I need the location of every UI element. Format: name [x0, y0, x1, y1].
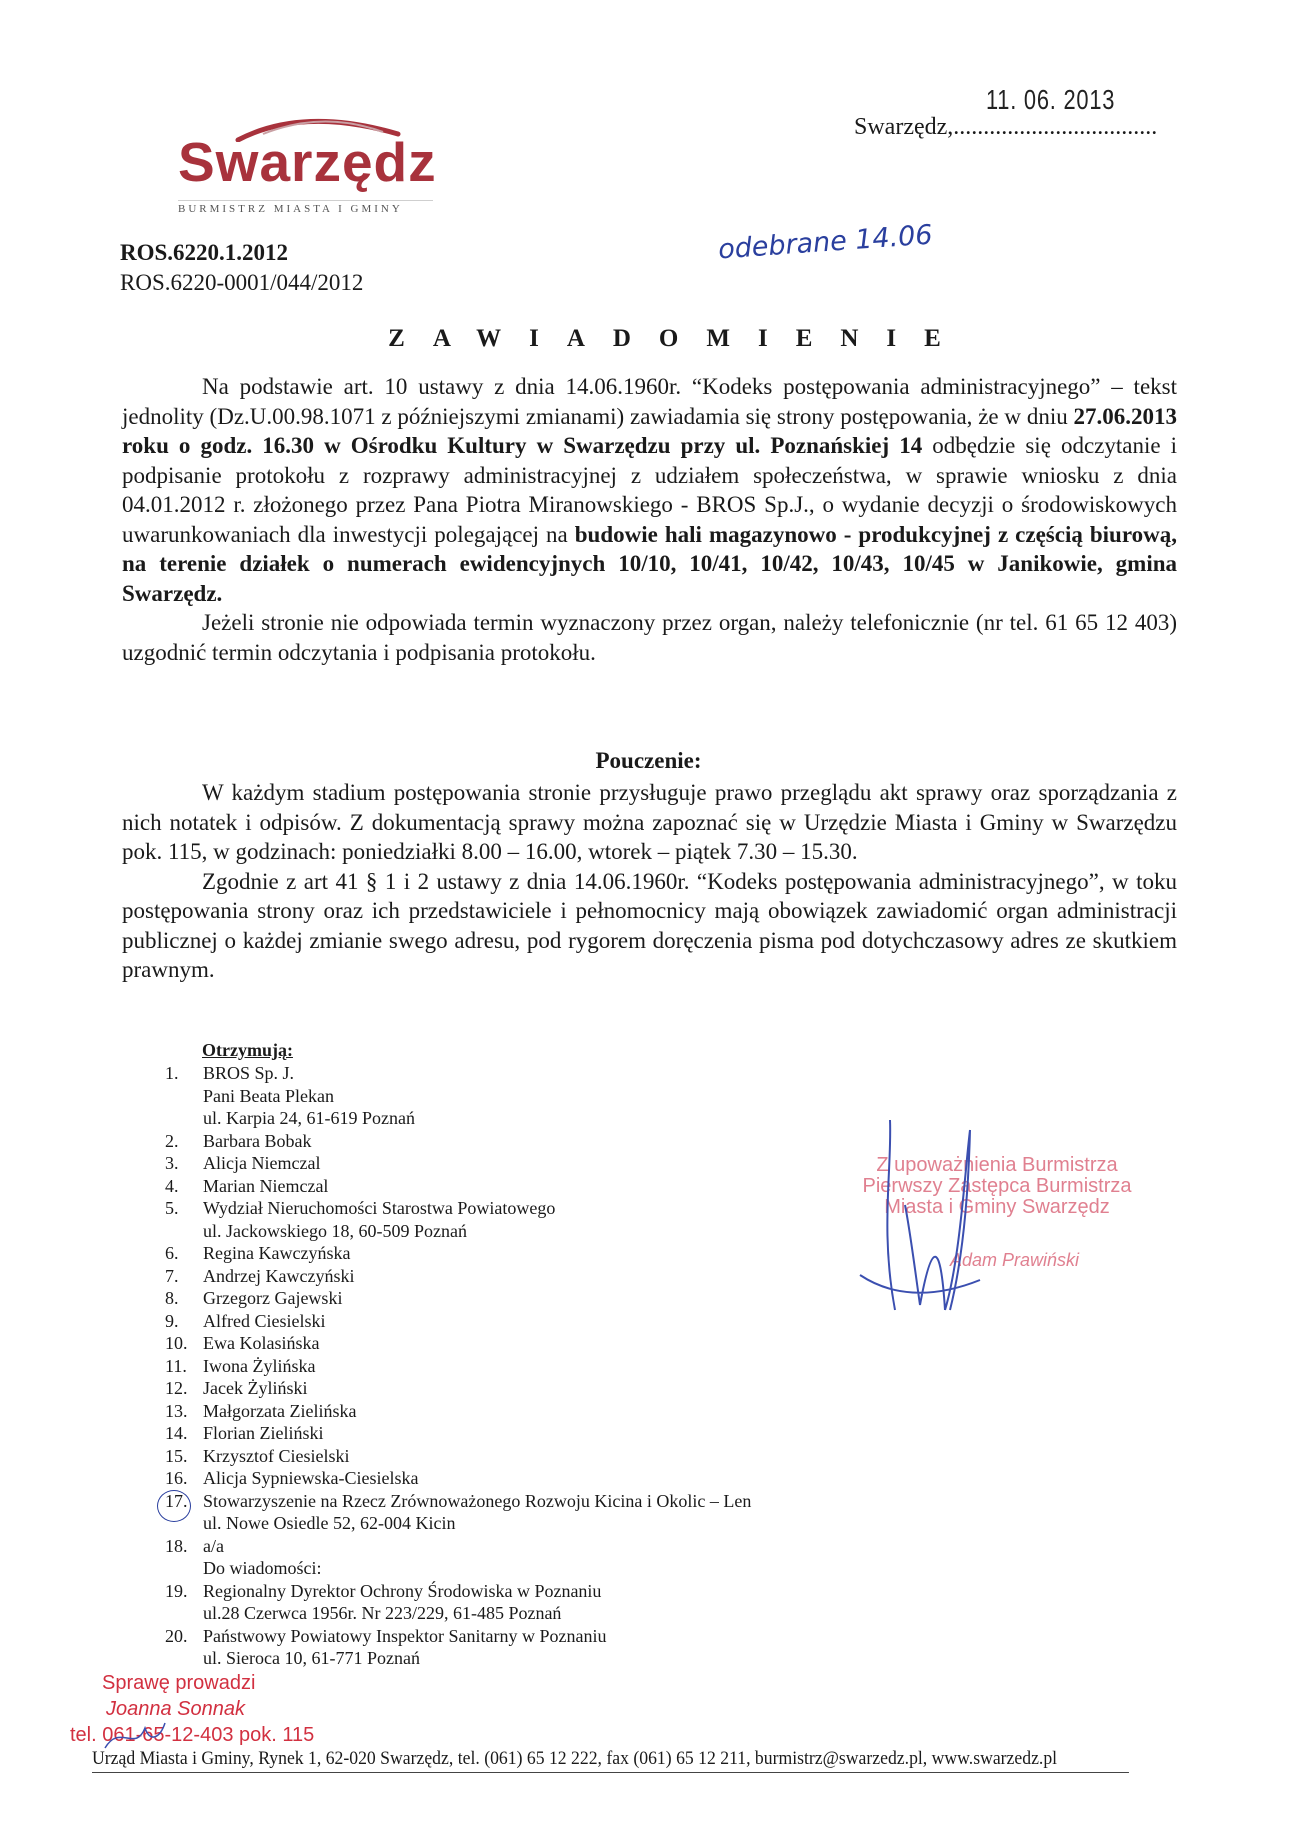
text-run: Jeżeli stronie nie odpowiada termin wyznaczony przez organ, należy telefonicznie (nr tel. 61 65 12 403) uzgodnić termin odczytania i podpisania protokołu. — [122, 610, 1177, 665]
handwritten-circle-mark — [157, 1490, 191, 1522]
handwritten-signature — [850, 1110, 1020, 1320]
recipient-row — [165, 1130, 903, 1153]
recipient-text: Pani Beata Plekan — [203, 1085, 334, 1106]
text-run-bold: 27.06.2013 roku o godz. 16.30 w Ośrodku Kultury w Swarzędzu przy ul. Poznańskiej 14 — [122, 403, 1177, 458]
place-line: Swarzędz,.................................. — [854, 114, 1158, 140]
recipient-row — [165, 1535, 903, 1558]
recipient-text: Jacek Żyliński — [203, 1378, 308, 1398]
recipient-text: Alicja Sypniewska-Ciesielska — [203, 1468, 419, 1488]
date-stamp: 11. 06. 2013 — [986, 84, 1116, 115]
text-run-bold: budowie hali magazynowo - produkcyjnej z częścią biurową, na terenie działek o numerach ewidencyjnych 10/10, 10/41, 10/42, 10/43, 10/45 w Janikowie, gmina Swarzędz. — [122, 521, 1177, 606]
recipient-row — [165, 1287, 903, 1310]
recipient-text: Państwowy Powiatowy Inspektor Sanitarny w Poznaniu — [203, 1625, 607, 1646]
recipient-number: 14. — [165, 1423, 188, 1443]
text-run: odbędzie się odczytanie i podpisanie protokołu z rozprawy administracyjnej z udziałem społeczeństwa, w sprawie wniosku z dnia 04.01.2012 r. złożonego przez Pana Piotra Miranowskiego - BROS Sp.J., o wydanie decyzji o środowiskowych uwarunkowaniach dla inwestycji polegającej na — [122, 433, 1177, 547]
recipient-number: 16. — [165, 1468, 188, 1488]
recipient-number: 7. — [165, 1265, 179, 1286]
recipient-text: BROS Sp. J. — [203, 1063, 295, 1083]
recipients-list — [165, 1062, 903, 1670]
recipient-text: Wydział Nieruchomości Starostwa Powiatowego — [203, 1198, 556, 1218]
reference-number-bold: ROS.6220.1.2012 — [120, 240, 289, 265]
recipient-row — [165, 1310, 903, 1333]
recipient-row — [165, 1400, 903, 1423]
contact-line-phone: tel. 061-65-12-403 pok. 115 — [70, 1724, 315, 1746]
recipient-row — [165, 1107, 903, 1130]
recipient-row — [165, 1445, 903, 1468]
pouczenie-paragraph-2: Zgodnie z art 41 § 1 i 2 ustawy z dnia 14.06.1960r. “Kodeks postępowania administracyjnego”, w toku postępowania strony oraz ich przedstawiciele i pełnomocnicy mają obowiązek zawiadomić organ administracji publicznej o każdej zmianie swego adresu, pod rygorem doręczenia pisma pod dotychczasowy adres ze skutkiem prawnym. — [122, 868, 1177, 982]
notice-paragraph-2 — [122, 608, 1177, 667]
recipient-text: Andrzej Kawczyński — [203, 1265, 355, 1286]
recipient-number: 11. — [165, 1355, 187, 1376]
recipient-number: 3. — [165, 1153, 179, 1173]
recipient-text: a/a — [203, 1535, 224, 1556]
recipient-number — [165, 1220, 203, 1243]
stamp-line: Pierwszy Zastępca Burmistrza — [862, 1175, 1132, 1197]
recipient-row — [165, 1062, 903, 1085]
recipients-heading: Otrzymują: — [202, 1040, 293, 1060]
logo-subtitle: BURMISTRZ MIASTA I GMINY — [178, 200, 433, 215]
recipient-row — [165, 1175, 903, 1198]
swarzedz-logo — [178, 112, 438, 215]
recipient-row — [165, 1220, 903, 1243]
recipient-text: Ewa Kolasińska — [203, 1333, 320, 1353]
recipient-row — [165, 1647, 903, 1670]
recipient-text: Marian Niemczal — [203, 1175, 329, 1196]
logo-wordmark: Swarzędz — [178, 131, 437, 193]
recipient-text: ul. Karpia 24, 61-619 Poznań — [203, 1108, 415, 1128]
recipient-row — [165, 1625, 903, 1648]
recipient-number: 6. — [165, 1243, 179, 1263]
stamp-line: Miasta i Gminy Swarzędz — [884, 1196, 1110, 1218]
handwritten-received-note: odebrane 14.06 — [717, 219, 934, 266]
recipient-row — [165, 1377, 903, 1400]
recipient-text: Małgorzata Zielińska — [203, 1400, 357, 1421]
recipient-number — [165, 1107, 203, 1130]
recipient-row — [165, 1265, 903, 1288]
recipient-number: 9. — [165, 1310, 179, 1331]
recipient-number: 15. — [165, 1445, 188, 1466]
recipient-text: ul. Sieroca 10, 61-771 Poznań — [203, 1648, 420, 1668]
reference-number: ROS.6220-0001/044/2012 — [120, 270, 364, 295]
recipient-number: 12. — [165, 1378, 188, 1398]
contact-line-title: Sprawę prowadzi — [102, 1672, 256, 1694]
recipient-row — [165, 1580, 903, 1603]
recipient-row — [165, 1602, 903, 1625]
recipient-number — [165, 1085, 203, 1108]
contact-line-name: Joanna Sonnak — [106, 1698, 246, 1720]
stamp-signatory-name: Adam Prawiński — [950, 1250, 1080, 1270]
recipient-row — [165, 1422, 903, 1445]
pouczenie-paragraph-1: W każdym stadium postępowania stronie przysługuje prawo przeglądu akt sprawy oraz sporządzania z nich notatek i odpisów. Z dokumentacją sprawy można zapoznać się w Urzędzie Miasta i Gminy w Swarzędzu pok. 115, w godzinach: poniedziałki 8.00 – 16.00, wtorek – piątek 7.30 – 15.30. — [122, 780, 1177, 864]
recipient-row — [165, 1557, 903, 1580]
recipient-row — [165, 1332, 903, 1355]
recipient-row — [165, 1197, 903, 1220]
recipient-number: 17. — [165, 1490, 188, 1511]
recipient-text: Florian Zieliński — [203, 1423, 324, 1443]
pouczenie-body — [122, 778, 1177, 985]
recipient-number — [165, 1557, 203, 1580]
recipient-text: Barbara Bobak — [203, 1130, 312, 1151]
recipient-text: Stowarzyszenie na Rzecz Zrównoważonego Rozwoju Kicina i Okolic – Len — [203, 1490, 752, 1511]
recipient-number — [165, 1647, 203, 1670]
recipient-row — [165, 1355, 903, 1378]
recipient-number: 5. — [165, 1198, 179, 1218]
recipient-row — [165, 1152, 903, 1175]
document-title: ZAWIADOMIENIE — [388, 325, 969, 352]
recipient-text: ul. Jackowskiego 18, 60-509 Poznań — [203, 1220, 467, 1241]
recipient-number: 4. — [165, 1175, 179, 1196]
recipient-row — [165, 1512, 903, 1535]
recipient-text: ul.28 Czerwca 1956r. Nr 223/229, 61-485 Poznań — [203, 1603, 562, 1623]
recipient-text: Regionalny Dyrektor Ochrony Środowiska w Poznaniu — [203, 1580, 602, 1601]
recipient-text: Regina Kawczyńska — [203, 1243, 351, 1263]
recipient-row — [165, 1490, 903, 1513]
recipient-text: Alicja Niemczal — [203, 1153, 321, 1173]
recipient-row — [165, 1085, 903, 1108]
recipient-text: Alfred Ciesielski — [203, 1310, 326, 1331]
recipient-number: 8. — [165, 1288, 179, 1308]
recipient-number: 2. — [165, 1130, 179, 1151]
recipient-text: ul. Nowe Osiedle 52, 62-004 Kicin — [203, 1513, 456, 1533]
recipient-text: Iwona Żylińska — [203, 1355, 316, 1376]
pouczenie-heading: Pouczenie: — [595, 748, 702, 773]
recipient-number — [165, 1602, 203, 1625]
recipient-number: 19. — [165, 1580, 188, 1601]
text-run: Na podstawie art. 10 ustawy z dnia 14.06.1960r. “Kodeks postępowania administracyjnego” – tekst jednolity (Dz.U.00.98.1071 z późniejszymi zmianami) zawiadamia się strony postępowania, że w dniu — [122, 374, 1177, 429]
recipient-text: Krzysztof Ciesielski — [203, 1445, 350, 1466]
footer-address: Urząd Miasta i Gminy, Rynek 1, 62-020 Swarzędz, tel. (061) 65 12 222, fax (061) 65 12 211, burmistrz@swarzedz.pl, www.swarzedz.pl — [92, 1748, 1129, 1773]
recipient-number: 13. — [165, 1400, 188, 1421]
recipient-row — [165, 1467, 903, 1490]
stamp-line: Z upoważnienia Burmistrza — [876, 1154, 1118, 1176]
notice-body — [122, 372, 1177, 667]
notice-paragraph-1 — [122, 372, 1177, 608]
recipient-row — [165, 1242, 903, 1265]
recipient-text: Grzegorz Gajewski — [203, 1288, 343, 1308]
recipient-number: 1. — [165, 1063, 179, 1083]
recipient-number: 20. — [165, 1625, 188, 1646]
recipient-number: 10. — [165, 1333, 188, 1353]
recipient-number: 18. — [165, 1535, 188, 1556]
recipient-text: Do wiadomości: — [203, 1558, 322, 1578]
